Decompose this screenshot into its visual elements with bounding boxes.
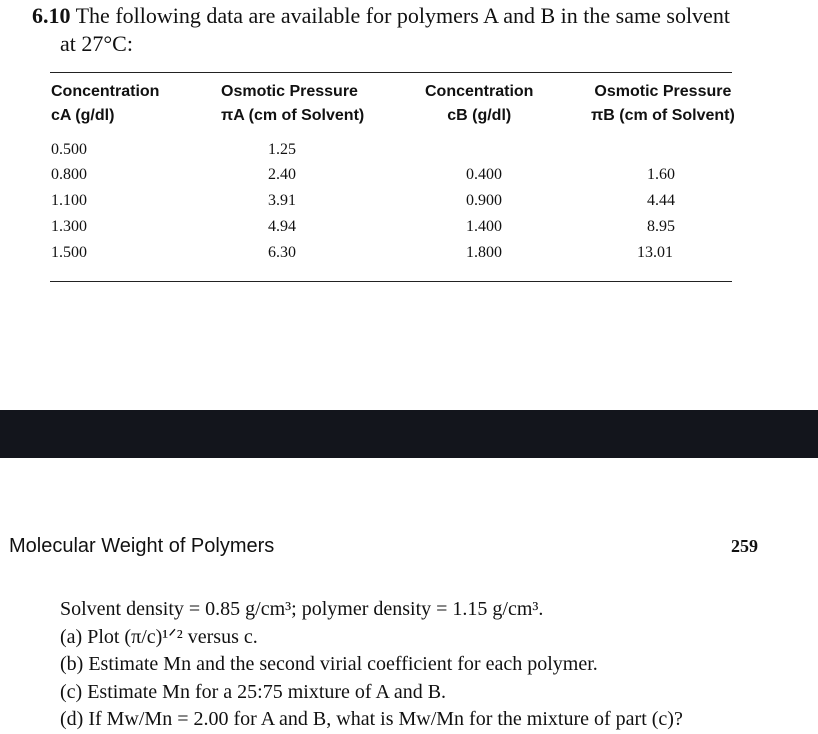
cell-ca: 0.500 xyxy=(51,141,87,158)
question-list xyxy=(60,596,683,734)
header-osm-b: Osmotic Pressure πB (cm of Solvent) xyxy=(591,83,735,124)
cell-cb: 0.400 xyxy=(466,166,502,183)
cell-pia: 6.30 xyxy=(268,244,296,261)
question-d: (d) If Mw/Mn = 2.00 for A and B, what is Mw/Mn for the mixture of part (c)? xyxy=(60,708,683,730)
question-a: (a) Plot (π/c)¹ᐟ² versus c. xyxy=(60,625,258,648)
cell-pia: 3.91 xyxy=(268,192,296,209)
page-number: 259 xyxy=(731,536,758,556)
cell-cb: 0.900 xyxy=(466,192,502,209)
problem-statement xyxy=(32,2,792,58)
cell-cb: 1.800 xyxy=(466,244,502,261)
cell-ca: 0.800 xyxy=(51,166,87,183)
header-conc-b: Concentration cB (g/dl) xyxy=(425,83,534,124)
cell-pia: 2.40 xyxy=(268,166,296,183)
cell-ca: 1.300 xyxy=(51,218,87,235)
table-bottom-rule xyxy=(50,281,732,282)
density-line: Solvent density = 0.85 g/cm³; polymer density = 1.15 g/cm³. xyxy=(60,598,544,620)
problem-number: 6.10 xyxy=(32,3,71,28)
page-break-band xyxy=(0,410,818,458)
cell-ca: 1.100 xyxy=(51,192,87,209)
table-top-rule xyxy=(50,72,732,73)
cell-pib: 8.95 xyxy=(647,218,675,235)
header-conc-a: Concentration cA (g/dl) xyxy=(51,83,160,124)
cell-cb: 1.400 xyxy=(466,218,502,235)
header-osm-a: Osmotic Pressure πA (cm of Solvent) xyxy=(221,83,365,124)
problem-line1: The following data are available for polymers A and B in the same solvent xyxy=(75,3,730,28)
problem-line2: at 27°C: xyxy=(60,31,133,56)
cell-ca: 1.500 xyxy=(51,244,87,261)
question-b: (b) Estimate Mn and the second virial coefficient for each polymer. xyxy=(60,653,598,675)
chapter-title: Molecular Weight of Polymers xyxy=(9,535,275,557)
question-c: (c) Estimate Mn for a 25:75 mixture of A and B. xyxy=(60,680,447,703)
cell-pib: 4.44 xyxy=(647,192,675,209)
cell-pib: 13.01 xyxy=(637,244,673,261)
cell-pia: 4.94 xyxy=(268,218,296,235)
cell-pib: 1.60 xyxy=(647,166,675,183)
cell-pia: 1.25 xyxy=(268,141,296,158)
